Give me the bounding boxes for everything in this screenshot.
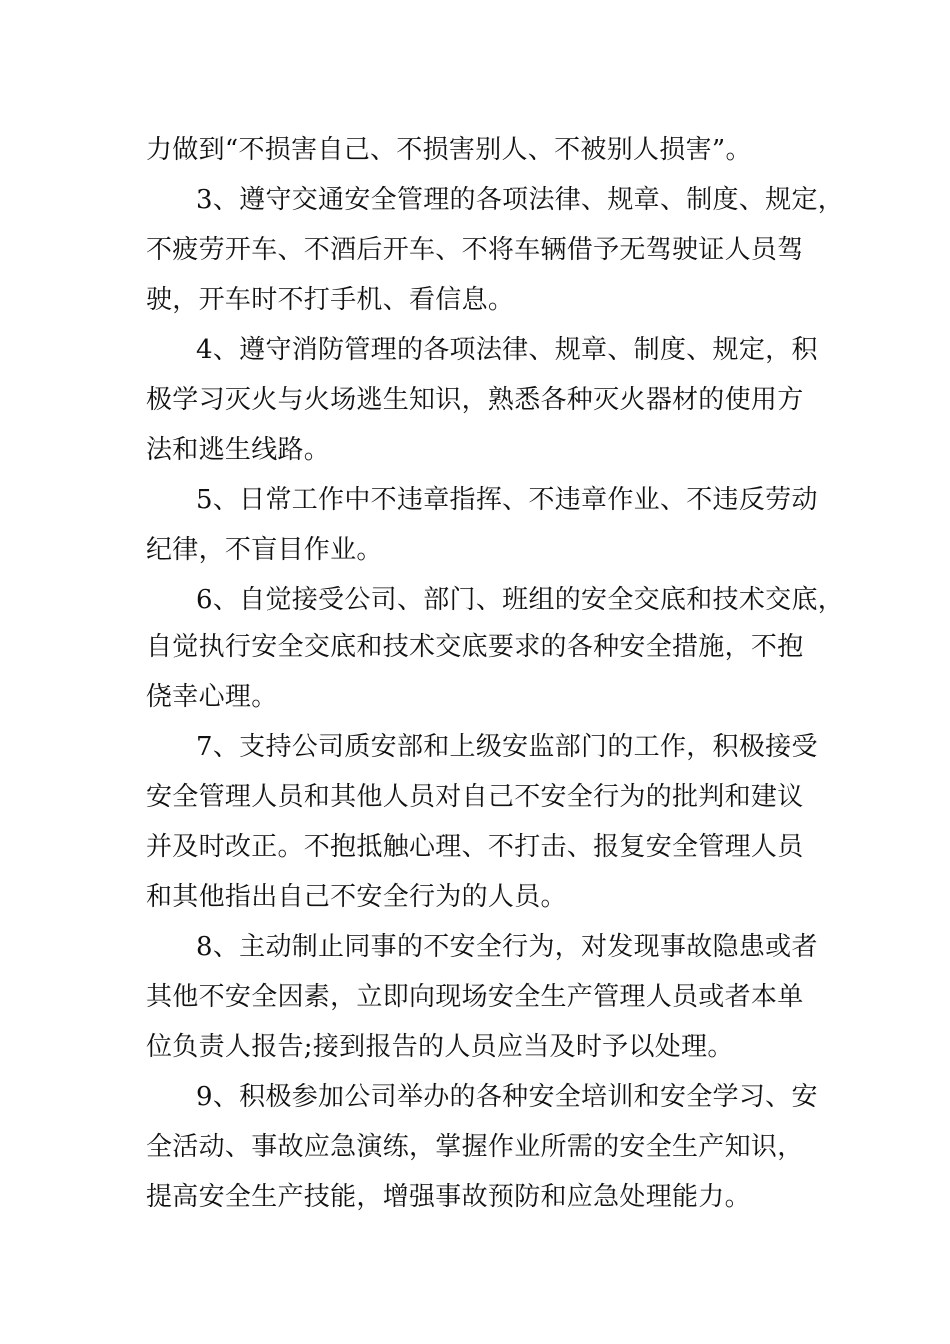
paragraph-9-line-1: 9、积极参加公司举办的各种安全培训和安全学习、安 [196, 1082, 818, 1112]
text-line: 提高安全生产技能，增强事故预防和应急处理能力。 [146, 1182, 751, 1212]
text-line: 自觉执行安全交底和技术交底要求的各种安全措施，不抱 [146, 632, 804, 662]
text-line: 纪律，不盲目作业。 [146, 535, 383, 565]
paragraph-8-line-1: 8、主动制止同事的不安全行为，对发现事故隐患或者 [196, 932, 818, 962]
text-line: 驶，开车时不打手机、看信息。 [146, 285, 515, 315]
text-line: 力做到“不损害自己、不损害别人、不被别人损害”。 [146, 135, 752, 165]
paragraph-3-line-1: 3、遵守交通安全管理的各项法律、规章、制度、规定， [196, 185, 845, 215]
text-line: 极学习灭火与火场逃生知识，熟悉各种灭火器材的使用方 [146, 385, 804, 415]
text-line: 法和逃生线路。 [146, 435, 331, 465]
text-line: 并及时改正。不抱抵触心理、不打击、报复安全管理人员 [146, 832, 804, 862]
paragraph-4-line-1: 4、遵守消防管理的各项法律、规章、制度、规定，积 [196, 335, 818, 365]
text-line: 位负责人报告;接到报告的人员应当及时予以处理。 [146, 1032, 734, 1062]
text-line: 侥幸心理。 [146, 682, 278, 712]
paragraph-7-line-1: 7、支持公司质安部和上级安监部门的工作，积极接受 [196, 732, 818, 762]
text-line: 不疲劳开车、不酒后开车、不将车辆借予无驾驶证人员驾 [146, 235, 804, 265]
text-line: 和其他指出自己不安全行为的人员。 [146, 882, 567, 912]
paragraph-6-line-1: 6、自觉接受公司、部门、班组的安全交底和技术交底， [196, 585, 845, 615]
paragraph-5-line-1: 5、日常工作中不违章指挥、不违章作业、不违反劳动 [196, 485, 818, 515]
text-line: 其他不安全因素，立即向现场安全生产管理人员或者本单 [146, 982, 804, 1012]
text-line: 安全管理人员和其他人员对自己不安全行为的批判和建议 [146, 782, 804, 812]
text-line: 全活动、事故应急演练，掌握作业所需的安全生产知识， [146, 1132, 804, 1162]
